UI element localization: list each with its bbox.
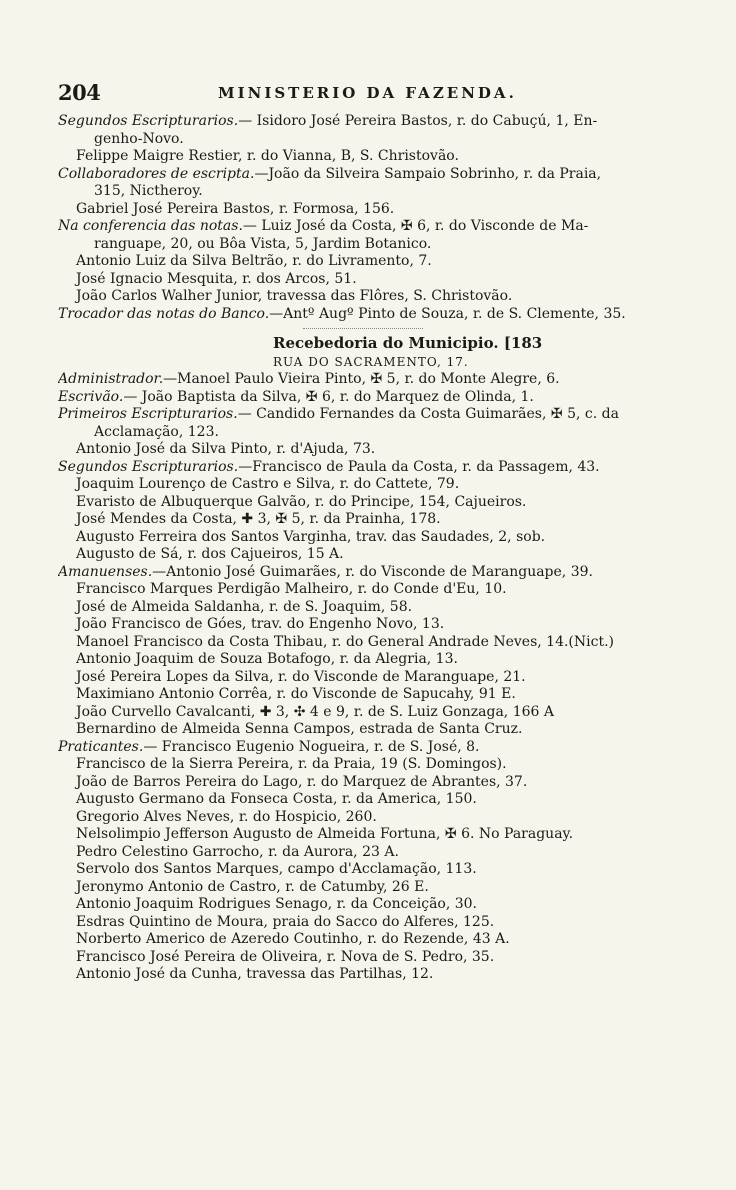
- line-text: Augusto Ferreira dos Santos Varginha, trav. das Saudades, 2, sob.: [76, 528, 546, 545]
- text-line: [58, 634, 678, 652]
- line-text: Francisco Marques Perdigão Malheiro, r. do Conde d'Eu, 10.: [76, 581, 507, 597]
- text-line: [58, 809, 678, 827]
- text-line: [58, 756, 678, 774]
- text-line: [58, 288, 678, 306]
- line-text: Manoel Francisco da Costa Thibau, r. do General Andrade Neves, 14.(Nict.): [76, 633, 615, 650]
- text-line: [58, 599, 678, 617]
- text-line: [58, 914, 678, 932]
- line-text: Evaristo de Albuquerque Galvão, r. do Principe, 154, Cajueiros.: [76, 493, 527, 510]
- line-text: Antonio Joaquim de Souza Botafogo, r. da Alegria, 13.: [76, 651, 458, 667]
- line-text: José de Almeida Saldanha, r. de S. Joaquim, 58.: [76, 598, 413, 615]
- text-line: [58, 306, 678, 324]
- line-text: Acclamação, 123.: [94, 423, 219, 440]
- text-line: [58, 879, 678, 897]
- section-title-text: Recebedoria do Municipio.: [273, 334, 499, 352]
- line-text: —Francisco de Paula da Costa, r. da Passagem, 43.: [238, 458, 600, 475]
- role-label: Segundos Escripturarios.: [58, 113, 239, 129]
- line-text: João Carlos Walher Junior, travessa das Flôres, S. Christovão.: [76, 288, 513, 304]
- line-text: Gregorio Alves Neves, r. do Hospicio, 260.: [76, 808, 377, 825]
- text-line: [58, 669, 678, 687]
- line-text: Felippe Maigre Restier, r. do Vianna, B, S. Christovão.: [76, 148, 459, 164]
- line-text: Augusto Germano da Fonseca Costa, r. da America, 150.: [76, 791, 477, 807]
- line-text: José Pereira Lopes da Silva, r. do Visconde de Maranguape, 21.: [76, 668, 526, 685]
- text-line: [58, 826, 678, 844]
- line-text: ranguape, 20, ou Bôa Vista, 5, Jardim Botanico.: [94, 235, 432, 252]
- role-label: Escrivão.: [58, 388, 124, 405]
- running-title: MINISTERIO DA FAZENDA.: [218, 84, 517, 102]
- role-label: Administrador.: [58, 371, 164, 387]
- text-line: [58, 218, 678, 236]
- text-line: [58, 113, 678, 131]
- text-line: [58, 564, 678, 582]
- line-text: João de Barros Pereira do Lago, r. do Marquez de Abrantes, 37.: [76, 773, 528, 790]
- line-text: Augusto de Sá, r. dos Cajueiros, 15 A.: [76, 546, 344, 562]
- text-line: [58, 271, 678, 289]
- text-line: [58, 424, 678, 442]
- text-line: [58, 494, 678, 512]
- line-text: João Francisco de Góes, trav. do Engenho Novo, 13.: [76, 616, 445, 632]
- text-line: [58, 581, 678, 599]
- text-line: [58, 529, 678, 547]
- text-line: [58, 131, 678, 149]
- line-text: — Francisco Eugenio Nogueira, r. de S. José, 8.: [143, 738, 480, 755]
- text-line: [58, 201, 678, 219]
- text-line: [58, 686, 678, 704]
- line-text: Francisco José Pereira de Oliveira, r. Nova de S. Pedro, 35.: [76, 948, 495, 965]
- text-line: [58, 371, 678, 389]
- line-text: Jeronymo Antonio de Castro, r. de Catumby, 26 E.: [76, 878, 429, 895]
- text-line: [58, 441, 678, 459]
- text-line: [58, 721, 678, 739]
- text-line: [58, 166, 678, 184]
- section-bracket-number: [183: [503, 334, 543, 352]
- text-line: [58, 949, 678, 967]
- text-line: [58, 546, 678, 564]
- role-label: Na conferencia das notas.: [58, 218, 243, 234]
- line-text: Antonio Luiz da Silva Beltrão, r. do Livramento, 7.: [76, 253, 432, 269]
- text-line: [58, 861, 678, 879]
- line-text: Servolo dos Santos Marques, campo d'Acclamação, 113.: [76, 861, 477, 877]
- line-text: —João da Silveira Sampaio Sobrinho, r. da Praia,: [254, 165, 602, 182]
- text-line: [58, 148, 678, 166]
- text-line: [58, 389, 678, 407]
- line-text: Bernardino de Almeida Senna Campos, estrada de Santa Cruz.: [76, 721, 523, 737]
- text-line: [58, 931, 678, 949]
- line-text: —Manoel Paulo Vieira Pinto, ✠ 5, r. do Monte Alegre, 6.: [163, 371, 560, 387]
- line-text: José Ignacio Mesquita, r. dos Arcos, 51.: [76, 270, 357, 287]
- text-line: [58, 253, 678, 271]
- text-line: [58, 651, 678, 669]
- text-line: [58, 236, 678, 254]
- text-line: [58, 704, 678, 722]
- text-line: [58, 183, 678, 201]
- line-text: Antonio Joaquim Rodrigues Senago, r. da Conceição, 30.: [76, 896, 478, 912]
- line-text: Antonio José da Cunha, travessa das Partilhas, 12.: [76, 966, 434, 982]
- page-header: [58, 80, 678, 110]
- text-line: [58, 511, 678, 529]
- text-line: [58, 844, 678, 862]
- line-text: Norberto Americo de Azeredo Coutinho, r. do Rezende, 43 A.: [76, 931, 510, 947]
- line-text: Pedro Celestino Garrocho, r. da Aurora, 23 A.: [76, 843, 399, 860]
- role-label: Praticantes.: [58, 738, 144, 755]
- line-text: José Mendes da Costa, ✚ 3, ✠ 5, r. da Prainha, 178.: [76, 511, 441, 527]
- line-text: Antonio José da Silva Pinto, r. d'Ajuda, 73.: [76, 441, 376, 457]
- line-text: Francisco de la Sierra Pereira, r. da Praia, 19 (S. Domingos).: [76, 756, 507, 772]
- role-label: Primeiros Escripturarios.: [58, 406, 238, 422]
- role-label: Trocador das notas do Banco.: [58, 305, 270, 322]
- text-line: [58, 774, 678, 792]
- page-number: 204: [58, 80, 101, 105]
- role-label: Amanuenses.: [58, 563, 153, 580]
- line-text: —Antonio José Guimarães, r. do Visconde de Maranguape, 39.: [152, 563, 593, 580]
- text-line: [58, 406, 678, 424]
- line-text: Esdras Quintino de Moura, praia do Sacco do Alferes, 125.: [76, 913, 495, 930]
- line-text: João Curvello Cavalcanti, ✚ 3, ✣ 4 e 9, r. de S. Luiz Gonzaga, 166 A: [76, 703, 554, 720]
- line-text: — Luiz José da Costa, ✠ 6, r. do Visconde de Ma-: [242, 218, 589, 234]
- text-line: [58, 739, 678, 757]
- entries-list: [58, 371, 678, 984]
- page-content: [58, 113, 678, 984]
- line-text: 315, Nictheroy.: [94, 183, 203, 199]
- text-line: [58, 966, 678, 984]
- line-text: — João Baptista da Silva, ✠ 6, r. do Marquez de Olinda, 1.: [123, 388, 534, 405]
- line-text: —Antº Augº Pinto de Souza, r. de S. Clemente, 35.: [269, 305, 626, 322]
- section-title: [58, 333, 678, 353]
- top-block: [58, 113, 678, 323]
- text-line: [58, 459, 678, 477]
- text-line: [58, 476, 678, 494]
- text-line: [58, 616, 678, 634]
- line-text: Nelsolimpio Jefferson Augusto de Almeida Fortuna, ✠ 6. No Paraguay.: [76, 826, 574, 842]
- role-label: Segundos Escripturarios.: [58, 458, 239, 475]
- line-text: — Candido Fernandes da Costa Guimarães, ✠ 5, c. da: [237, 406, 619, 422]
- line-text: Joaquim Lourenço de Castro e Silva, r. do Cattete, 79.: [76, 476, 460, 492]
- text-line: [58, 896, 678, 914]
- line-text: genho-Novo.: [94, 130, 184, 147]
- line-text: — Isidoro José Pereira Bastos, r. do Cabuçú, 1, En-: [238, 113, 598, 129]
- line-text: Gabriel José Pereira Bastos, r. Formosa, 156.: [76, 200, 395, 217]
- text-line: [58, 791, 678, 809]
- role-label: Collaboradores de escripta.: [58, 165, 255, 182]
- section-divider: [58, 323, 678, 333]
- line-text: Maximiano Antonio Corrêa, r. do Visconde de Sapucahy, 91 E.: [76, 686, 516, 702]
- section-address: RUA DO SACRAMENTO, 17.: [273, 355, 469, 369]
